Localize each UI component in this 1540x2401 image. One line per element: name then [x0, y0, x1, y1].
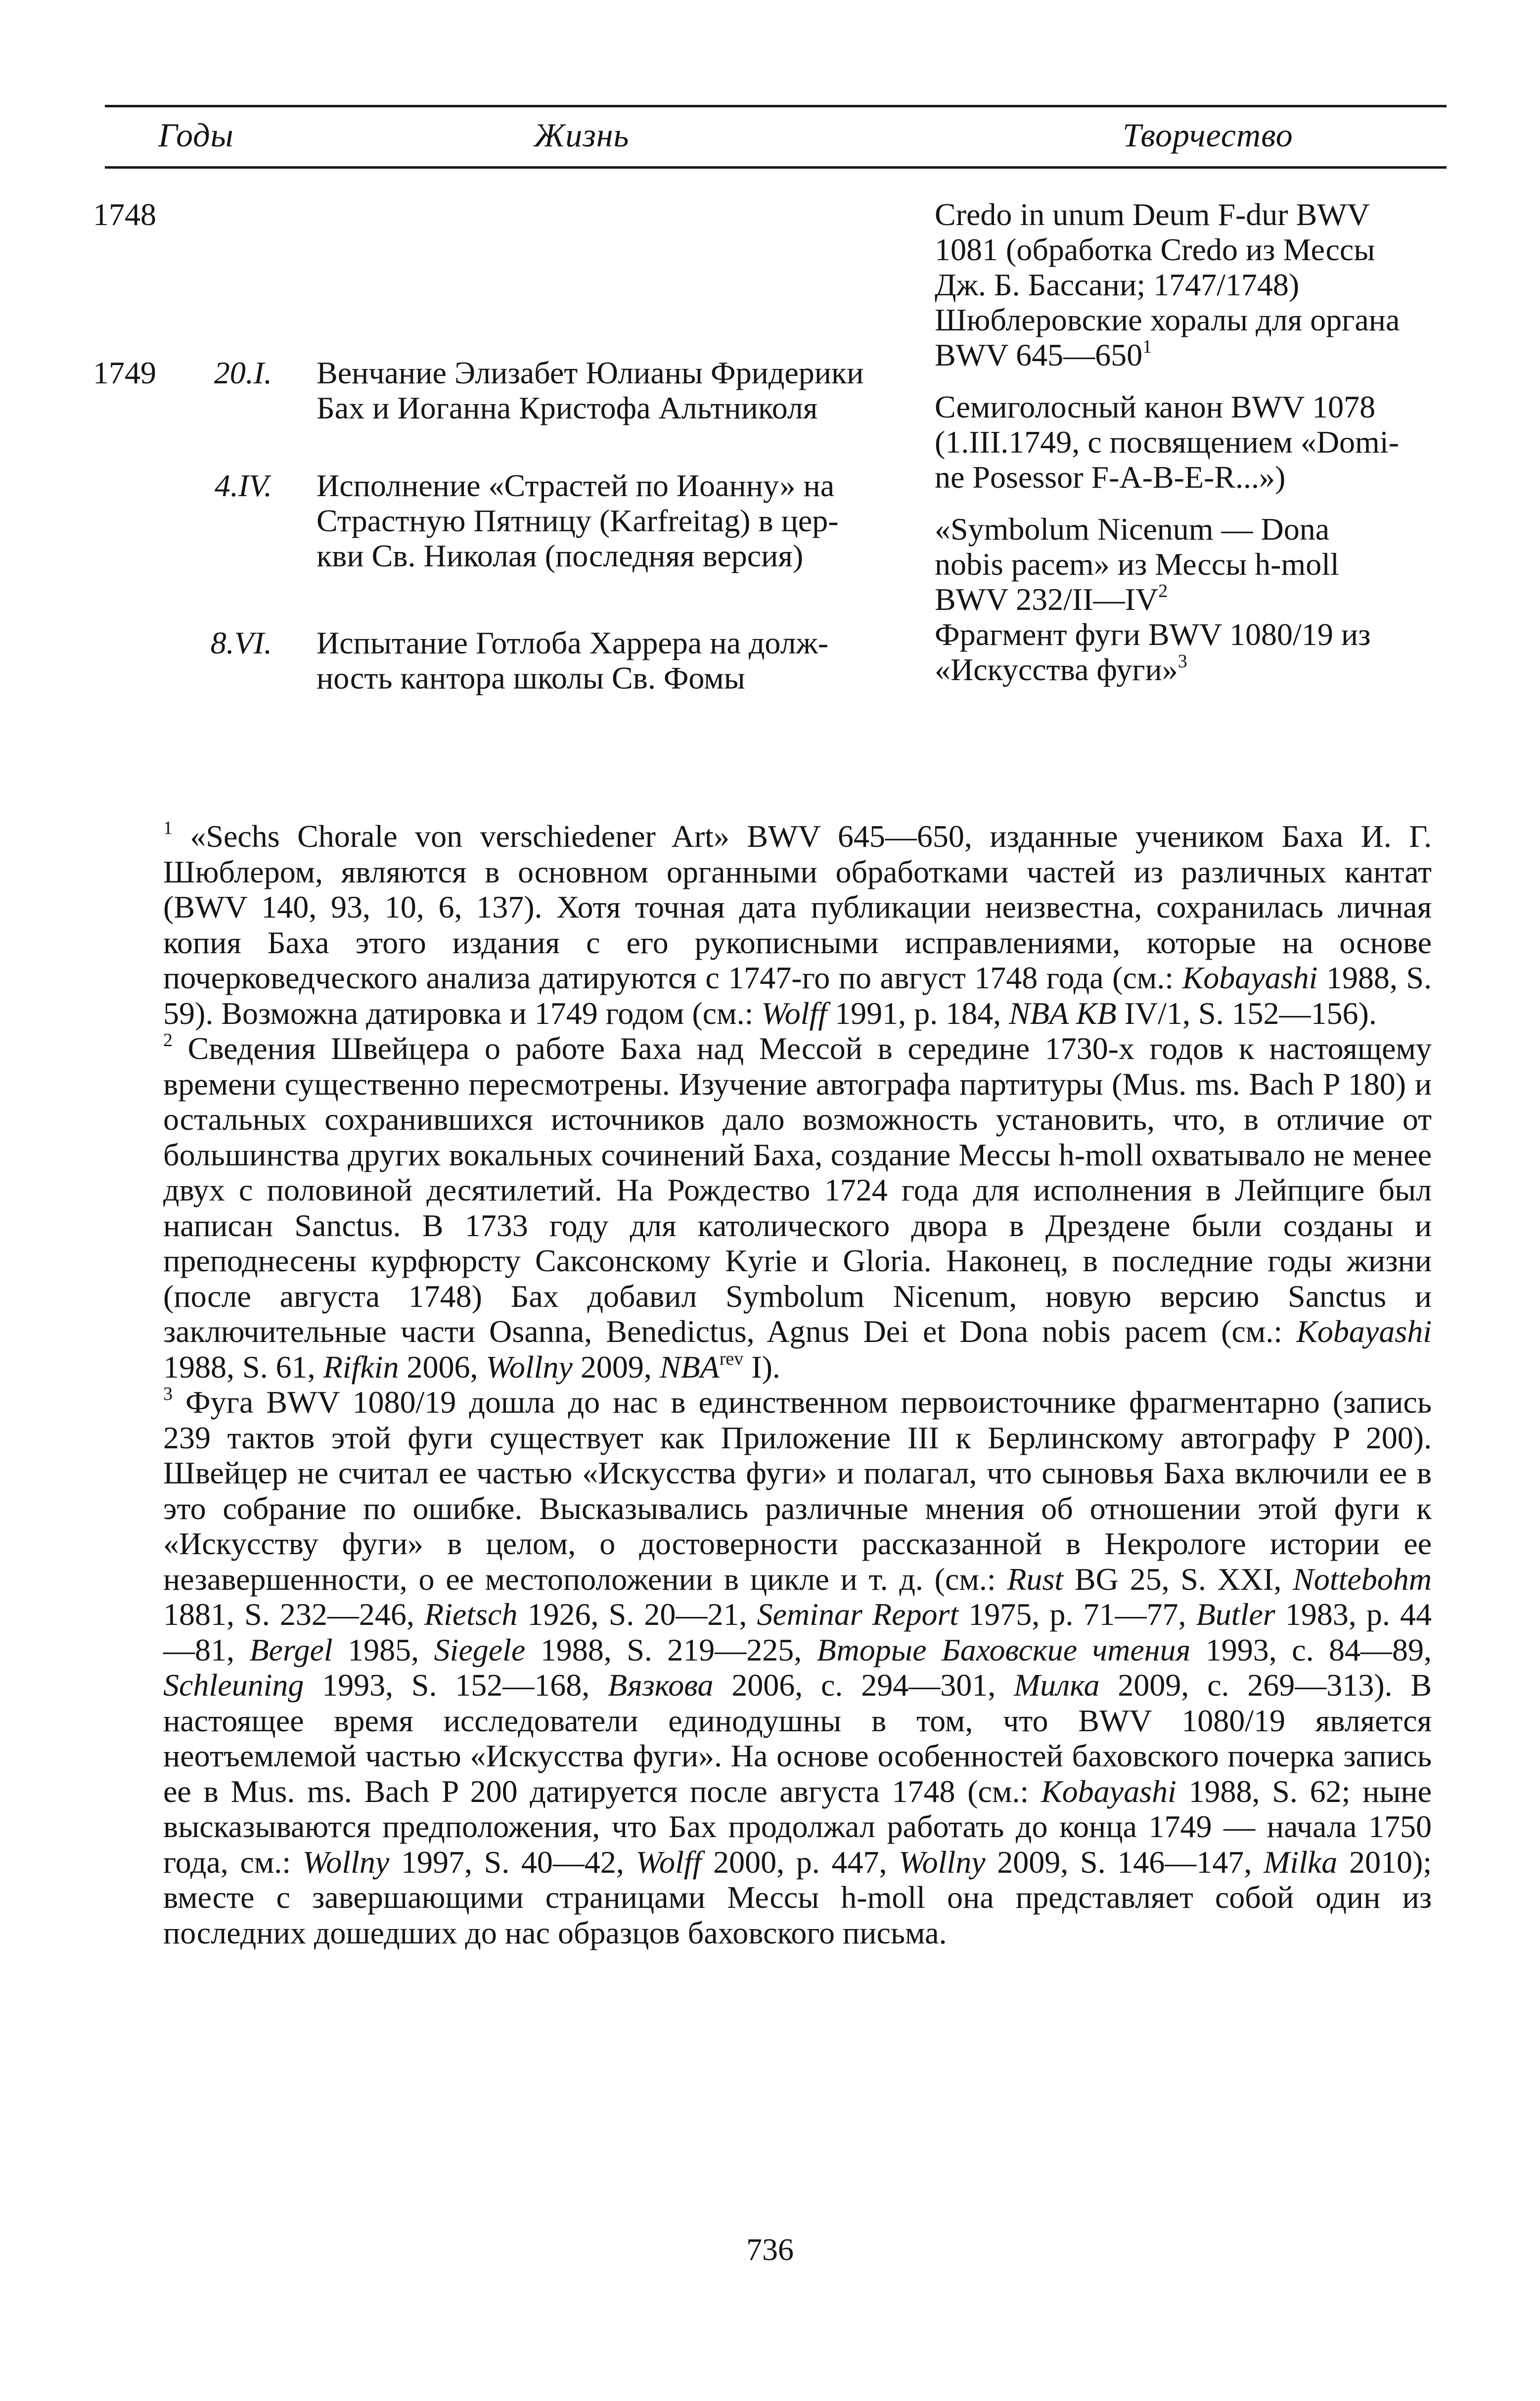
text-line: nobis pacem» из Мессы h-moll — [935, 547, 1339, 582]
citation-author: Wolff — [635, 1844, 702, 1880]
work-text: BWV 645—650 — [935, 337, 1143, 372]
citation-author: Вязкова — [608, 1667, 714, 1703]
text-line — [935, 337, 1449, 372]
text-line: ность кантора школы Св. Фомы — [317, 660, 745, 695]
citation-author: Wollny — [899, 1844, 986, 1880]
citation-author: Kobayashi — [1041, 1773, 1177, 1809]
table-header-rule — [105, 166, 1447, 169]
citation-author: Schleuning — [163, 1667, 304, 1703]
text-line: Испытание Готлоба Харрера на долж- — [317, 625, 829, 660]
text-line: кви Св. Николая (последняя версия) — [317, 538, 804, 573]
event-date: 8.VI. — [210, 625, 272, 660]
citation-author: Seminar Report — [757, 1597, 959, 1632]
citation-author: NBA KB — [1009, 995, 1117, 1031]
footnote-3: $^3$ Фуга BWV 1080/19 дошла до нас в единственном первоисточнике фрагментарно (запись 239 тактов этой фуги существует как Приложение III к Берлинскому автографу P 200). Швейцер не считал ее частью «Искусства фуги» и полагал, что сыновья Баха включили ее в это собрание по ошибке. Высказывались различные мнения об отношении этой фуги к «Искусству фуги» в целом, о достоверности рассказанной в Некрологе истории ее незавершенности, о ее местоположении в цикле и т. д. (см.: Rust BG 25, S. XXI, Nottebohm 1881, S. 232—246, Rietsch 1926, S. 20—21, Seminar Report 1975, p. 71—77, Butler 1983, p. 44—81, Bergel 1985, Siegele 1988, S. 219—225, Вторые Баховские чтения 1993, с. 84—89, Schleuning 1993, S. 152—168, Вязкова 2006, с. 294—301, Милка 2009, с. 269—313). В настоящее время исследователи единодушны в том, что BWV 1080/19 является неотъемлемой частью «Искусства фуги». На основе особенностей баховского почерка запись ее в Mus. ms. Bach P 200 датируется после августа 1748 (см.: Kobayashi 1988, S. 62; ныне высказываются предположения, что Бах продолжал работать до конца 1749 — начала 1750 года, см.: Wollny 1997, S. 40—42, Wolff 2000, p. 447, Wollny 2009, S. 146—147, Milka 2010); вместе с завершающими страницами Мессы h-moll она представляет собой один из последних дошедших до нас образцов баховского письма. — [163, 1384, 1432, 1950]
footnote-ref[interactable]: 2 — [1158, 581, 1168, 601]
footnote-ref[interactable]: 3 — [1178, 651, 1187, 672]
footnote-mark: 1 — [163, 818, 173, 838]
life-event — [317, 468, 880, 573]
footnote-2: $^2$ Сведения Швейцера о работе Баха над Мессой в середине 1730-х годов к настоящему времени существенно пересмотрены. Изучение автографа партитуры (Mus. ms. Bach P 180) и остальных сохранившихся источников дало возможность установить, что, в отличие от большинства других вокальных сочинений Баха, создание Мессы h-moll охватывало не менее двух с половиной десятилетий. На Рождество 1724 года для исполнения в Лейпциге был написан Sanctus. В 1733 году для католического двора в Дрездене были созданы и преподнесены курфюрсту Саксонскому Kyrie и Gloria. Наконец, в последние годы жизни (после августа 1748) Бах добавил Symbolum Nicenum, новую версию Sanctus и заключительные части Osanna, Benedictus, Agnus Dei et Dona nobis pacem (см.: Kobayashi 1988, S. 61, Rifkin 2006, Wollny 2009, $NBA^{rev}$ I). — [163, 1030, 1432, 1385]
column-header-works: Творчество — [1123, 116, 1293, 154]
text-line: Credo in unum Deum F-dur BWV — [935, 197, 1370, 232]
citation-author: Kobayashi — [1296, 1314, 1432, 1349]
citation-author: Wollny — [486, 1349, 573, 1385]
text-line: Шюблеровские хоралы для органа — [935, 302, 1400, 337]
life-event — [317, 355, 880, 425]
column-header-years: Годы — [158, 116, 234, 154]
superscript: rev — [719, 1348, 744, 1369]
text-line: ne Posessor F-A-B-E-R...») — [935, 460, 1286, 495]
text-line: 1081 (обработка Credo из Мессы — [935, 232, 1375, 267]
footnote-1: $^1$ «Sechs Chorale von verschiedener Art» BWV 645—650, изданные учеником Баха И. Г. Шюблером, являются в основном органными обработками частей из различных кантат (BWV 140, 93, 10, 6, 137). Хотя точная дата публикации неизвестна, сохранилась личная копия Баха этого издания с его рукописными исправлениями, которые на основе почерковедческого анализа датируются с 1747-го по август 1748 года (см.: Kobayashi 1988, S. 59). Возможна датировка и 1749 годом (см.: Wolff 1991, p. 184, NBA KB IV/1, S. 152—156). — [163, 818, 1432, 1031]
table-top-rule — [105, 105, 1447, 107]
citation-author: Butler — [1196, 1597, 1275, 1632]
citation-author: Rust — [1007, 1561, 1064, 1597]
footnotes — [163, 819, 1432, 1950]
citation-author: NBA — [659, 1349, 720, 1385]
footnote-ref[interactable]: 1 — [1142, 336, 1152, 357]
event-date: 4.IV. — [214, 468, 272, 503]
citation-author: Вторые Баховские чтения — [816, 1632, 1191, 1667]
citation-author: Rifkin — [323, 1349, 399, 1385]
event-date: 20.I. — [214, 355, 272, 390]
citation-author: Rietsch — [424, 1597, 518, 1632]
year-1749: 1749 — [93, 355, 156, 390]
column-header-life: Жизнь — [534, 116, 630, 154]
footnote-mark: 2 — [163, 1030, 173, 1051]
citation-author: Siegele — [434, 1632, 526, 1667]
citation-author: Wolff — [761, 995, 827, 1031]
text-line: (1.III.1749, с посвящением «Domi- — [935, 424, 1399, 460]
text-line: «Symbolum Nicenum — Dona — [935, 511, 1330, 547]
text-line: Бах и Иоганна Кристофа Альтниколя — [317, 390, 818, 425]
text-line — [935, 652, 1449, 687]
work-text: BWV 232/II—IV — [935, 582, 1159, 617]
text-line: Страстную Пятницу (Karfreitag) в цер- — [317, 503, 839, 538]
text-line: Семиголосный канон BWV 1078 — [935, 389, 1376, 424]
year-1748: 1748 — [93, 197, 156, 232]
work-text: «Искусства фуги» — [935, 652, 1178, 687]
citation-author: Milka — [1263, 1844, 1338, 1880]
page-number: 736 — [746, 2232, 794, 2267]
works-list — [935, 197, 1449, 687]
text-line: Исполнение «Страстей по Иоанну» на — [317, 468, 835, 503]
citation-author: Kobayashi — [1182, 960, 1318, 995]
text-line: Дж. Б. Бассани; 1747/1748) — [935, 267, 1300, 302]
citation-author: Nottebohm — [1293, 1561, 1432, 1597]
text-line: Фрагмент фуги BWV 1080/19 из — [935, 617, 1371, 652]
text-line — [935, 582, 1449, 617]
text-line: Венчание Элизабет Юлианы Фридерики — [317, 355, 864, 390]
citation-author: Милка — [1013, 1667, 1100, 1703]
citation-author: Wollny — [302, 1844, 390, 1880]
footnote-mark: 3 — [163, 1384, 173, 1404]
life-event — [317, 625, 880, 695]
citation-author: Bergel — [249, 1632, 333, 1667]
